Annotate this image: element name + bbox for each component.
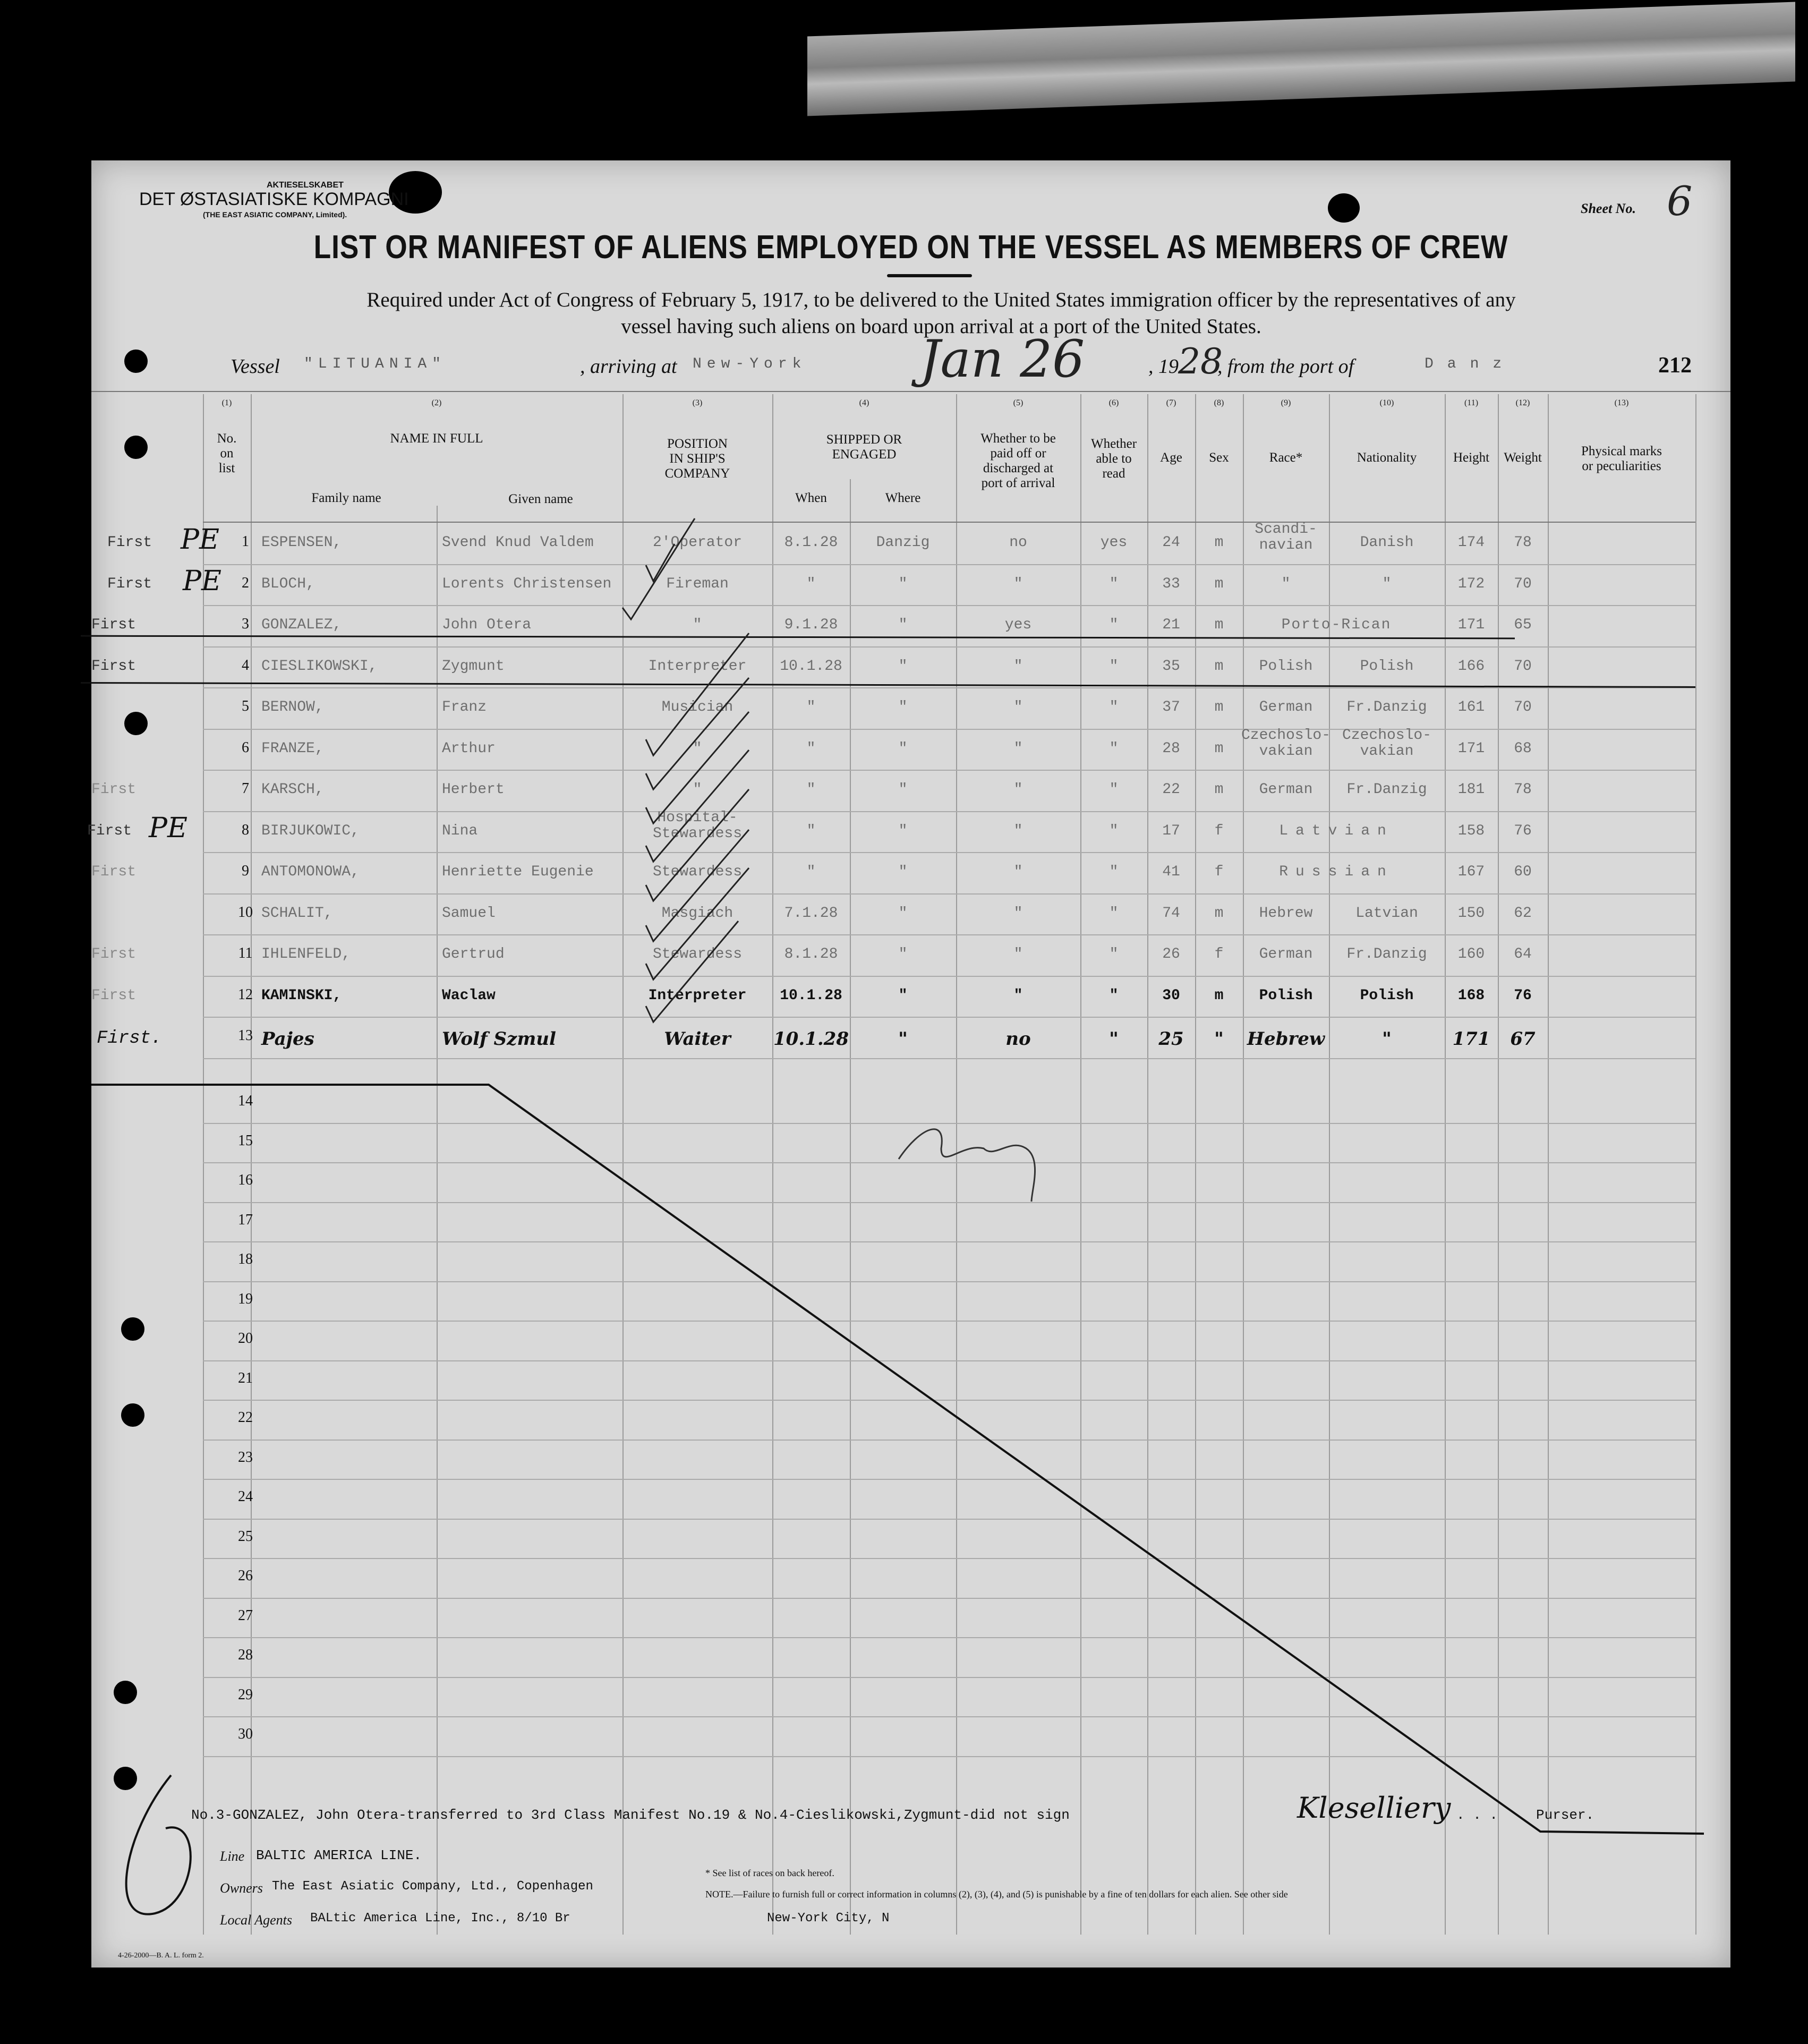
cell-when: " [806, 864, 816, 880]
class-label: First [91, 987, 137, 1004]
header-paid-off: Whether to be paid off or discharged at port of arrival [980, 431, 1056, 490]
cell-family: ANTOMONOWA, [261, 864, 360, 880]
cell-when: " [806, 575, 816, 592]
cell-race: German [1259, 699, 1313, 716]
arriving-port: New-York [693, 356, 807, 372]
row-number: 14 [238, 1093, 253, 1109]
cell-nationality: Fr.Danzig [1346, 699, 1427, 716]
cell-given: Svend Knud Valdem [442, 534, 594, 551]
row-number: 4 [242, 657, 249, 674]
cell-family: BIRJUKOWIC, [261, 822, 360, 839]
row-number: 11 [238, 945, 253, 961]
cell-paid-off: " [1013, 905, 1023, 922]
cell-read: yes [1100, 534, 1128, 551]
company-small-label: AKTIESELSKABET [267, 181, 344, 190]
cell-weight: 76 [1514, 987, 1532, 1004]
cell-weight: 70 [1514, 575, 1532, 592]
header-race: Race* [1269, 450, 1303, 465]
row-number: 27 [238, 1607, 253, 1624]
cell-sex: m [1214, 740, 1224, 757]
cell-when: 10.1.28 [780, 987, 842, 1004]
cell-age: 74 [1162, 905, 1180, 922]
cell-sex: f [1214, 822, 1224, 839]
row-number: 21 [238, 1369, 253, 1386]
cell-position: Interpreter [648, 987, 747, 1004]
cell-read: " [1109, 740, 1119, 757]
cell-given: Franz [442, 699, 487, 716]
cell-position: " [693, 781, 702, 798]
cell-sex: m [1214, 534, 1224, 551]
cell-race: Latvian [1279, 822, 1394, 839]
row-number: 15 [238, 1132, 253, 1149]
cell-position: Interpreter [648, 658, 747, 675]
cell-race: Polish [1259, 987, 1313, 1004]
cell-where: Danzig [876, 534, 930, 551]
class-label: First [91, 781, 137, 798]
header-family-name: Family name [311, 491, 381, 505]
page-number: 212 [1658, 353, 1692, 378]
cell-read: " [1109, 864, 1119, 880]
sheet-number: 6 [1667, 177, 1693, 225]
row-number: 26 [238, 1568, 253, 1584]
pe-mark: PE [181, 524, 219, 556]
cell-age: 33 [1162, 575, 1180, 592]
column-number: (8) [1214, 398, 1224, 407]
cell-nationality: Polish [1360, 987, 1414, 1004]
cell-race: Hebrew [1247, 1028, 1325, 1050]
races-note: * See list of races on back hereof. [705, 1868, 834, 1878]
cell-read: " [1109, 699, 1119, 716]
cell-nationality: " [1382, 575, 1392, 592]
vessel-name: "LITUANIA" [304, 356, 447, 372]
column-number: (10) [1379, 398, 1394, 407]
cell-height: 174 [1457, 534, 1485, 551]
sheet-label: Sheet No. [1581, 201, 1636, 216]
cell-nationality: " [1382, 1028, 1392, 1050]
cell-family: ESPENSEN, [261, 534, 342, 551]
cell-nationality: Polish [1360, 658, 1414, 675]
check-mark-9 [646, 789, 749, 901]
cell-position: Musician [661, 699, 734, 716]
cell-height: 171 [1452, 1028, 1490, 1050]
class-label: First [107, 575, 152, 592]
annotation-overlay [91, 160, 1730, 1968]
cell-weight: 78 [1514, 534, 1532, 551]
cell-position: Masgiach [661, 905, 734, 922]
cell-read: " [1109, 617, 1119, 633]
cell-given: John Otera [442, 617, 532, 633]
cell-weight: 60 [1514, 864, 1532, 880]
page-title: LIST OR MANIFEST OF ALIENS EMPLOYED ON THE VESSEL AS MEMBERS OF CREW [313, 229, 1508, 266]
column-number: (11) [1464, 398, 1479, 407]
cell-nationality: Danish [1360, 534, 1414, 551]
class-label: First. [97, 1028, 162, 1049]
cell-age: 21 [1162, 617, 1180, 633]
header-given-name: Given name [508, 492, 573, 506]
cell-race: German [1259, 781, 1313, 798]
cell-read: " [1109, 781, 1119, 798]
cell-position: Waiter [664, 1028, 731, 1050]
column-number: (3) [692, 398, 703, 407]
cell-when: 9.1.28 [784, 617, 838, 633]
row-number: 29 [238, 1686, 253, 1703]
class-label: First [87, 822, 132, 839]
cell-height: 158 [1457, 822, 1485, 839]
year-prefix: , 19 [1148, 355, 1179, 378]
cell-read: " [1109, 987, 1119, 1004]
arriving-label: , arriving at [580, 355, 677, 378]
year-suffix: 28 [1178, 341, 1223, 382]
arrival-date: Jan 26 [920, 329, 1085, 389]
cell-when: 8.1.28 [784, 946, 838, 963]
cell-where: " [898, 575, 908, 592]
cell-weight: 64 [1514, 946, 1532, 963]
header-where: Where [885, 491, 921, 505]
cell-nationality: Latvian [1355, 905, 1418, 922]
cell-sex: m [1214, 617, 1224, 633]
cell-weight: 68 [1514, 740, 1532, 757]
cell-where: " [898, 905, 908, 922]
cell-age: 28 [1162, 740, 1180, 757]
check-mark-2 [622, 518, 695, 619]
cell-sex: m [1214, 699, 1224, 716]
cell-height: 161 [1457, 699, 1485, 716]
cancel-line [91, 1085, 1704, 1834]
cell-where: " [898, 987, 908, 1004]
cell-position: Hospital- Stewardess [652, 809, 743, 842]
check-mark-1 [646, 544, 675, 581]
row-number: 8 [242, 821, 249, 838]
cell-when: " [806, 822, 816, 839]
cell-paid-off: yes [1004, 617, 1032, 633]
cell-age: 41 [1162, 864, 1180, 880]
cell-read: " [1109, 946, 1119, 963]
cell-family: Pajes [261, 1028, 314, 1050]
cell-when: 8.1.28 [784, 534, 838, 551]
cell-race: " [1281, 575, 1291, 592]
cell-sex: m [1214, 905, 1224, 922]
line-label: Line [220, 1849, 245, 1864]
column-number: (6) [1108, 398, 1119, 407]
row-number: 12 [238, 986, 253, 1003]
cell-nationality: Fr.Danzig [1346, 946, 1427, 963]
cell-position: Fireman [666, 575, 729, 592]
row-number: 28 [238, 1647, 253, 1663]
header-nationality: Nationality [1357, 450, 1417, 465]
cell-given: Gertrud [442, 946, 505, 963]
cell-family: GONZALEZ, [261, 617, 342, 633]
header-sex: Sex [1209, 450, 1229, 465]
row-number: 22 [238, 1409, 253, 1426]
row-number: 7 [242, 780, 249, 797]
cell-given: Samuel [442, 905, 496, 922]
row-number: 24 [238, 1488, 253, 1505]
vessel-label: Vessel [231, 355, 280, 378]
cell-when: 10.1.28 [780, 658, 842, 675]
cell-paid-off: " [1013, 822, 1023, 839]
header-name-in-full: NAME IN FULL [390, 431, 483, 446]
row-number: 10 [238, 904, 253, 921]
cell-height: 181 [1457, 781, 1485, 798]
cell-weight: 70 [1514, 658, 1532, 675]
cell-read: " [1109, 575, 1119, 592]
class-label: First [91, 946, 137, 963]
cell-where: " [898, 822, 908, 839]
cell-given: Nina [442, 822, 478, 839]
check-marks [622, 518, 749, 1022]
cell-paid-off: " [1013, 740, 1023, 757]
cell-given: Henriette Eugenie [442, 864, 594, 880]
cell-age: 30 [1162, 987, 1180, 1004]
row-number: 9 [242, 863, 249, 879]
cell-given: Wolf Szmul [442, 1028, 556, 1050]
manifest-page [87, 160, 1730, 1968]
cell-age: 37 [1162, 699, 1180, 716]
cell-sex: m [1214, 575, 1224, 592]
column-number: (12) [1515, 398, 1530, 407]
margin-mark-stroke [126, 1775, 191, 1914]
row-number: 25 [238, 1528, 253, 1545]
cell-family: KAMINSKI, [261, 987, 342, 1004]
cell-where: " [898, 617, 908, 633]
cell-where: " [898, 699, 908, 716]
column-number: (7) [1166, 398, 1176, 407]
cell-when: " [806, 781, 816, 798]
agents-label: Local Agents [220, 1912, 293, 1928]
header-physical-marks: Physical marks or peculiarities [1581, 444, 1662, 473]
cell-age: 26 [1162, 946, 1180, 963]
cell-position: " [693, 617, 702, 633]
owners-value: The East Asiatic Company, Ltd., Copenhagen [272, 1879, 593, 1894]
cell-position: Stewardess [652, 946, 743, 963]
row-number: 6 [242, 739, 249, 756]
subtitle-line-1: Required under Act of Congress of February 5, 1917, to be delivered to the United States immigration officer by the representatives of any [366, 288, 1516, 311]
cell-sex: " [1214, 1028, 1224, 1050]
cell-position: 2'Operator [652, 534, 743, 551]
cell-age: 17 [1162, 822, 1180, 839]
column-number: (5) [1013, 398, 1024, 407]
cell-when: " [806, 699, 816, 716]
penalty-note [705, 1889, 1288, 1900]
cell-height: 150 [1457, 905, 1485, 922]
from-port-label: , from the port of [1217, 355, 1354, 378]
cell-paid-off: no [1005, 1028, 1031, 1050]
cell-given: Lorents Christensen [442, 575, 612, 592]
column-number: (9) [1281, 398, 1291, 407]
cell-race: Porto-Rican [1281, 617, 1392, 633]
purser-label: Purser. [1536, 1807, 1594, 1823]
row-number: 30 [238, 1726, 253, 1742]
cell-family: SCHALIT, [261, 905, 333, 922]
cell-read: " [1109, 658, 1119, 675]
cell-position: Stewardess [652, 864, 743, 880]
cell-paid-off: " [1013, 946, 1023, 963]
cell-age: 25 [1158, 1028, 1184, 1050]
cell-family: CIESLIKOWSKI, [261, 658, 378, 675]
header-height: Height [1453, 450, 1490, 465]
row-number: 23 [238, 1449, 253, 1466]
cell-weight: 62 [1514, 905, 1532, 922]
cell-paid-off: " [1013, 781, 1023, 798]
cell-when: 7.1.28 [784, 905, 838, 922]
class-label: First [91, 864, 137, 880]
cell-given: Zygmunt [442, 658, 505, 675]
cell-race: German [1259, 946, 1313, 963]
row-number: 5 [242, 698, 249, 714]
cell-nationality: Fr.Danzig [1346, 781, 1427, 798]
row-number: 16 [238, 1172, 253, 1188]
cell-weight: 76 [1514, 822, 1532, 839]
cell-race: Russian [1279, 864, 1394, 880]
pe-mark: PE [149, 812, 187, 844]
row-number: 17 [238, 1211, 253, 1228]
penalty-note-label: NOTE. [705, 1889, 734, 1900]
header-shipped: SHIPPED OR ENGAGED [826, 432, 902, 462]
header-weight: Weight [1504, 450, 1542, 465]
class-label: First [91, 658, 137, 675]
company-english: (THE EAST ASIATIC COMPANY, Limited). [203, 210, 347, 219]
cell-height: 160 [1457, 946, 1485, 963]
column-number: (13) [1614, 398, 1629, 407]
form-number: 4-26-2000—B. A. L. form 2. [118, 1952, 204, 1960]
cell-age: 35 [1162, 658, 1180, 675]
cell-paid-off: no [1009, 534, 1027, 551]
row-number: 18 [238, 1251, 253, 1267]
cell-when: " [806, 740, 816, 757]
row-number: 2 [242, 574, 249, 591]
purser-dots: . . . [1456, 1807, 1498, 1823]
cell-race: Scandi- navian [1255, 521, 1317, 553]
header-able-to-read: Whether able to read [1090, 437, 1137, 481]
cell-where: " [898, 864, 908, 880]
cell-height: 166 [1457, 658, 1485, 675]
cell-weight: 78 [1514, 781, 1532, 798]
cell-read: " [1109, 1028, 1119, 1050]
line-value: BALTIC AMERICA LINE. [256, 1847, 422, 1863]
column-number: (2) [431, 398, 442, 407]
class-label: First [107, 534, 152, 551]
header-age: Age [1160, 450, 1182, 465]
cell-height: 171 [1457, 617, 1485, 633]
cell-paid-off: " [1013, 987, 1023, 1004]
cell-paid-off: " [1013, 658, 1023, 675]
cell-race: Czechoslo- vakian [1241, 727, 1331, 760]
check-mark-8 [646, 750, 749, 862]
cell-read: " [1109, 905, 1119, 922]
penalty-note-text: —Failure to furnish full or correct information in columns (2), (3), (4), and (5) is punishable by a fine of ten dollars for each alien. See other side [733, 1889, 1288, 1900]
purser-signature: Kleselliery [1297, 1791, 1451, 1825]
cell-paid-off: " [1013, 699, 1023, 716]
agents-city: New-York City, N [767, 1911, 890, 1926]
cell-paid-off: " [1013, 575, 1023, 592]
cell-where: " [898, 740, 908, 757]
cell-sex: m [1214, 658, 1224, 675]
company-name: DET ØSTASIATISKE KOMPAGNI [139, 189, 409, 209]
row-number: 19 [238, 1290, 253, 1307]
cell-where: " [898, 781, 908, 798]
row-number: 3 [242, 616, 249, 632]
footer-note: No.3-GONZALEZ, John Otera-transferred to 3rd Class Manifest No.19 & No.4-Cieslikowski,Zygmunt-did not sign [191, 1807, 1070, 1823]
cell-height: 171 [1457, 740, 1485, 757]
cell-race: Polish [1259, 658, 1313, 675]
cell-when: 10.1.28 [773, 1028, 849, 1050]
column-number: (4) [859, 398, 869, 407]
cell-sex: m [1214, 987, 1224, 1004]
cell-weight: 65 [1514, 617, 1532, 633]
cell-paid-off: " [1013, 864, 1023, 880]
from-port: Danz [1425, 356, 1516, 372]
cell-position: " [693, 740, 702, 757]
cell-weight: 67 [1510, 1028, 1536, 1050]
cell-given: Waclaw [442, 987, 496, 1004]
cell-where: " [898, 946, 908, 963]
cell-family: FRANZE, [261, 740, 324, 757]
cell-sex: m [1214, 781, 1224, 798]
cell-race: Hebrew [1259, 905, 1313, 922]
column-number: (1) [221, 398, 232, 407]
agents-value: BALtic America Line, Inc., 8/10 Br [310, 1911, 570, 1926]
cell-given: Herbert [442, 781, 505, 798]
cell-height: 172 [1457, 575, 1485, 592]
cell-nationality: Czechoslo- vakian [1342, 727, 1432, 760]
background-sheets [807, 2, 1795, 116]
cell-age: 22 [1162, 781, 1180, 798]
cell-age: 24 [1162, 534, 1180, 551]
subtitle-line-2: vessel having such aliens on board upon arrival at a port of the United States. [621, 315, 1261, 338]
cell-family: KARSCH, [261, 781, 324, 798]
row-number: 1 [242, 533, 249, 550]
row-number: 13 [238, 1027, 253, 1044]
cell-read: " [1109, 822, 1119, 839]
cell-height: 167 [1457, 864, 1485, 880]
cell-height: 168 [1457, 987, 1485, 1004]
header-when: When [795, 491, 827, 505]
header-position: POSITION IN SHIP'S COMPANY [664, 437, 730, 481]
cell-where: " [898, 1028, 908, 1050]
cell-where: " [898, 658, 908, 675]
cell-family: BLOCH, [261, 575, 315, 592]
cell-sex: f [1214, 946, 1224, 963]
cell-given: Arthur [442, 740, 496, 757]
class-label: First [91, 617, 137, 633]
header-no-on-list: No. on list [217, 431, 237, 475]
pe-mark: PE [183, 565, 221, 597]
check-mark-11 [646, 868, 749, 980]
cell-weight: 70 [1514, 699, 1532, 716]
cell-family: BERNOW, [261, 699, 324, 716]
cell-family: IHLENFELD, [261, 946, 351, 963]
row-number: 20 [238, 1330, 253, 1347]
cell-sex: f [1214, 864, 1224, 880]
owners-label: Owners [220, 1880, 263, 1896]
